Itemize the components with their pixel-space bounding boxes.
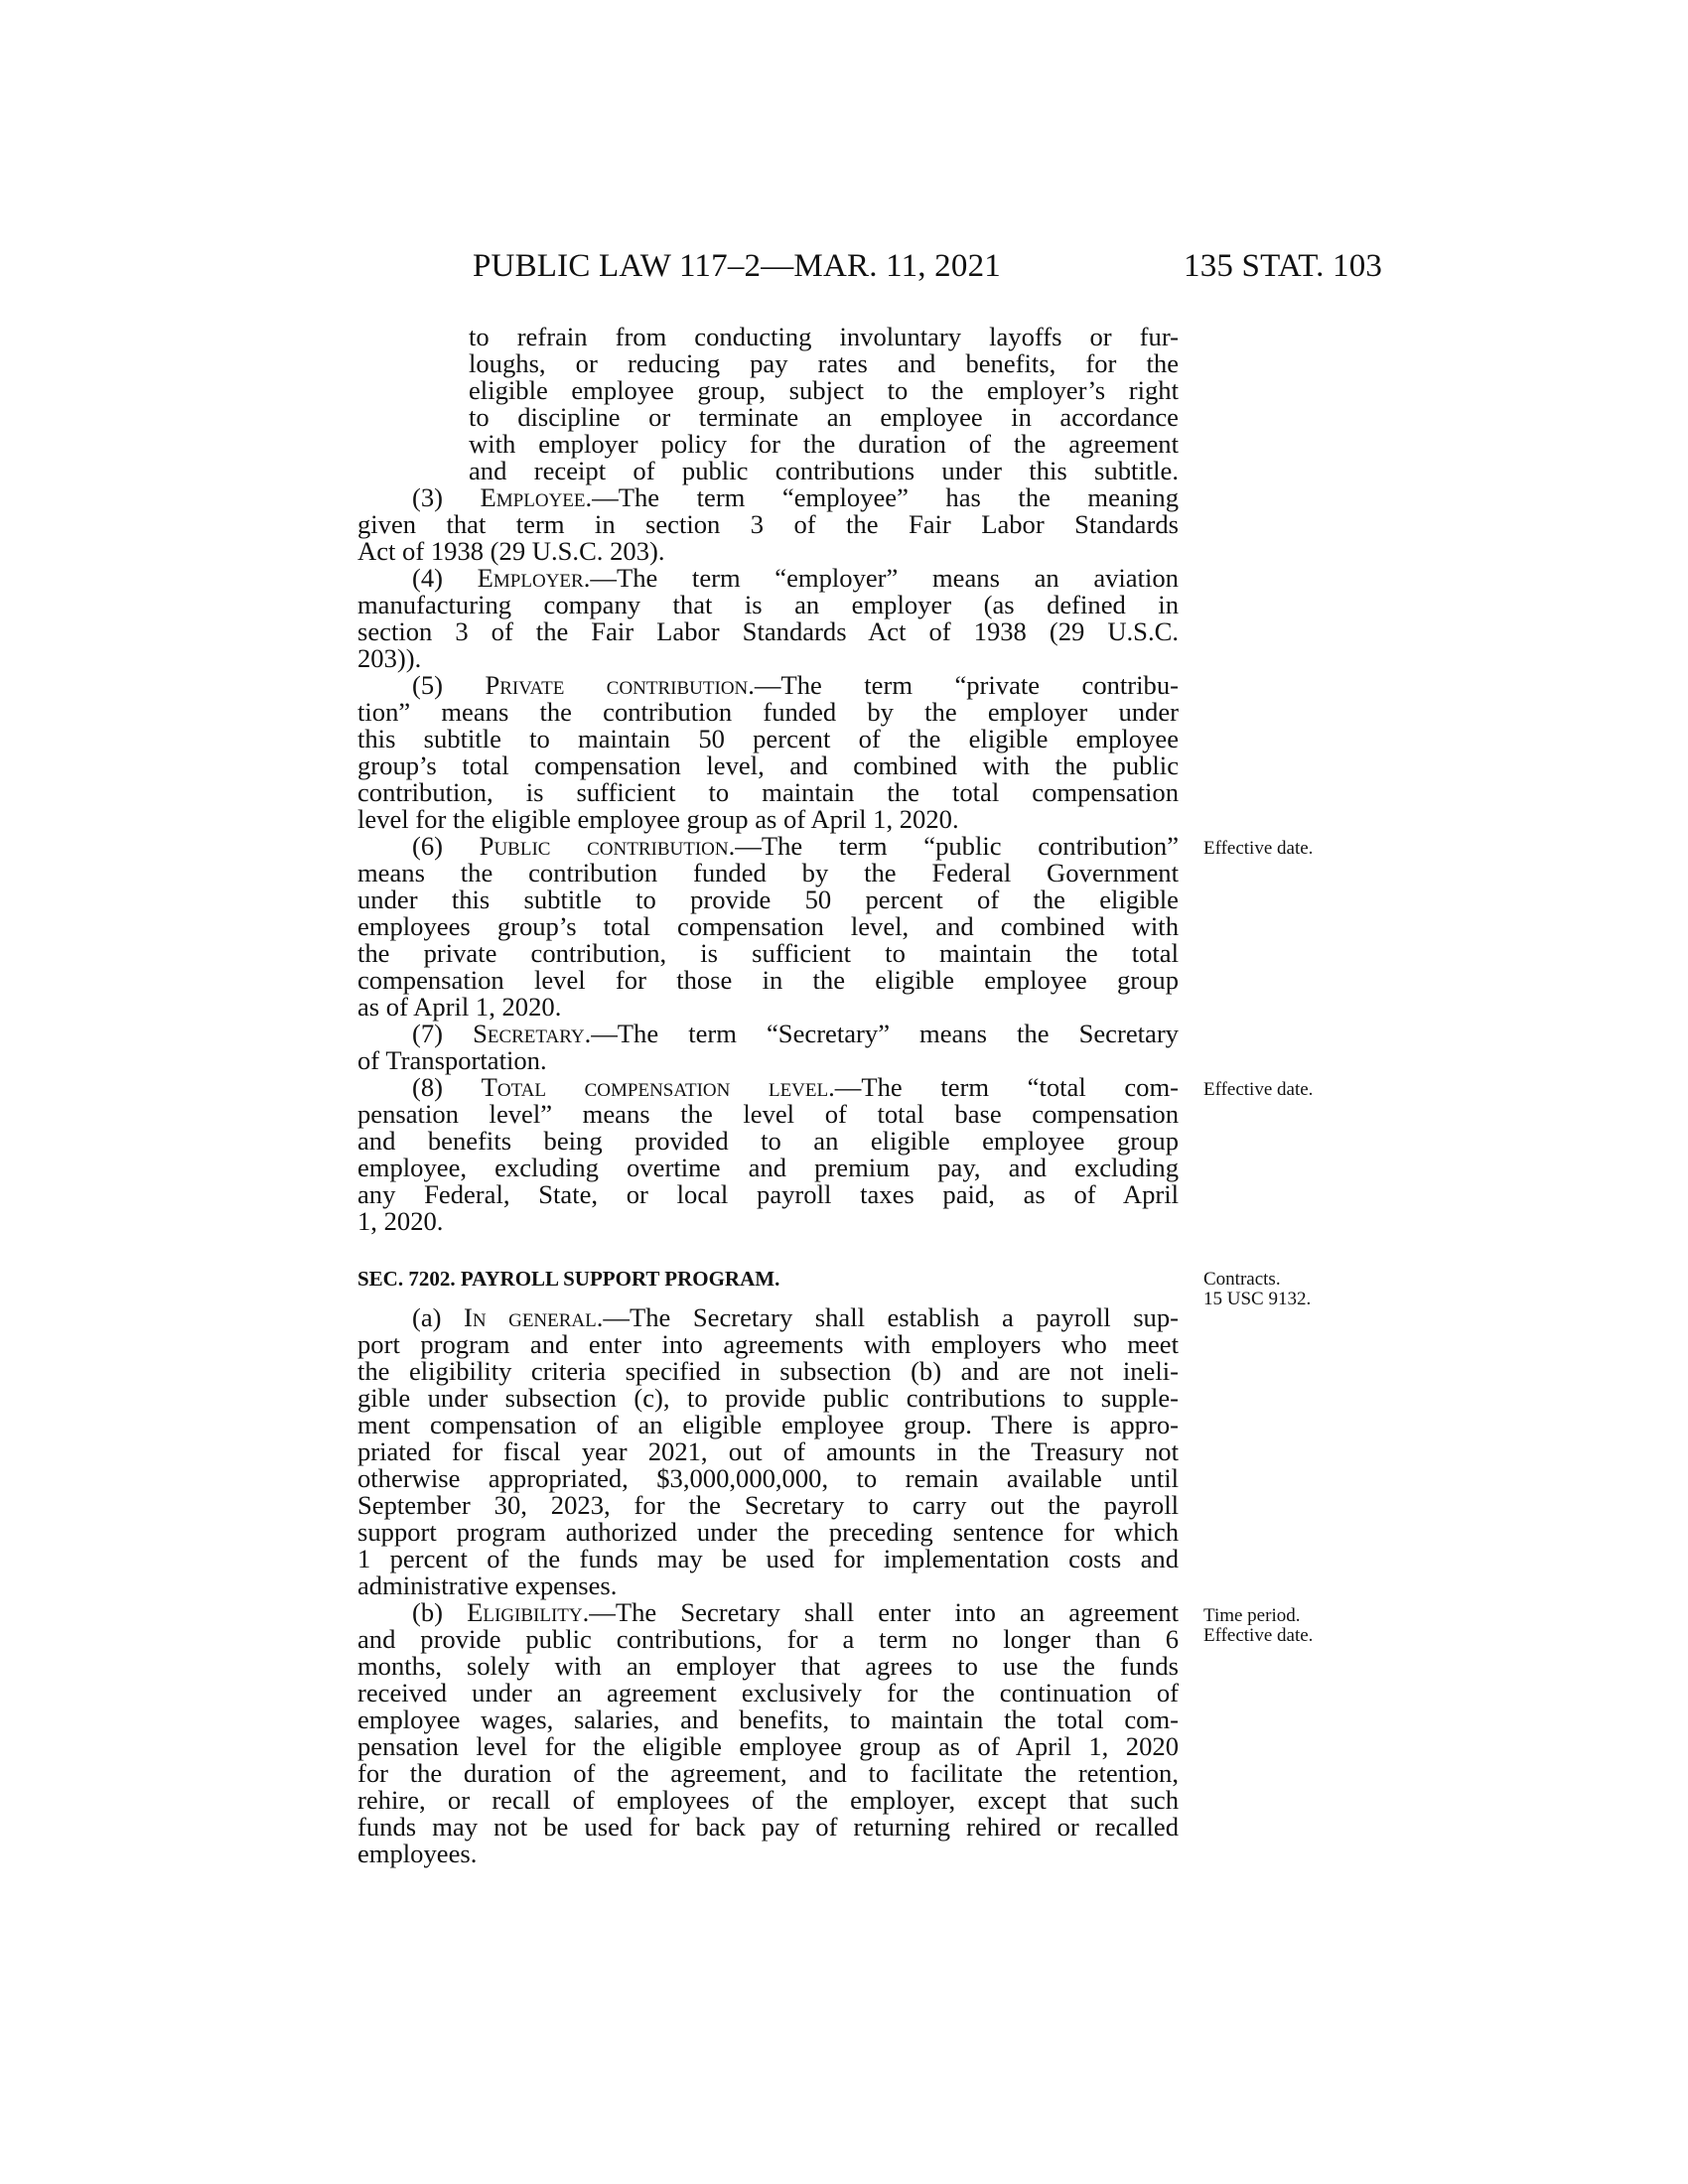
section-heading: SEC. 7202. PAYROLL SUPPORT PROGRAM. xyxy=(357,1267,780,1291)
text-line: priated for fiscal year 2021, out of amounts in the Treasury not xyxy=(357,1436,1179,1466)
text-line: any Federal, State, or local payroll taxes paid, as of April xyxy=(357,1179,1179,1209)
text-line: and benefits being provided to an eligible employee group xyxy=(357,1126,1179,1156)
defined-term: Employee xyxy=(480,482,586,512)
subsection-eligibility: (b) Eligibility.—The Secretary shall enter into an agreement xyxy=(412,1597,1179,1627)
definition-secretary: (7) Secretary.—The term “Secretary” means the Secretary xyxy=(412,1019,1179,1048)
subsection-in-general: (a) In general.—The Secretary shall establish a payroll sup- xyxy=(412,1302,1179,1332)
text-line: and receipt of public contributions under this subtitle. xyxy=(469,456,1179,485)
defined-term: Employer xyxy=(477,563,584,593)
text-line: port program and enter into agreements with employers who meet xyxy=(357,1329,1179,1359)
text-line: level for the eligible employee group as of April 1, 2020. xyxy=(357,804,959,834)
subsection-title: Eligibility xyxy=(467,1597,583,1627)
text-line: September 30, 2023, for the Secretary to carry out the payroll xyxy=(357,1490,1179,1520)
text-line: the private contribution, is sufficient to maintain the total xyxy=(357,938,1179,968)
text-line: 1, 2020. xyxy=(357,1206,444,1236)
text-line: employees group’s total compensation level, and combined with xyxy=(357,911,1179,941)
statute-page-number: 135 STAT. 103 xyxy=(1184,248,1383,284)
text-line: employee wages, salaries, and benefits, to maintain the total com- xyxy=(357,1705,1179,1734)
text-line: 203)). xyxy=(357,643,422,673)
margin-note-time-period: Time period. xyxy=(1203,1605,1301,1626)
text-line: pensation level” means the level of total base compensation xyxy=(357,1099,1179,1129)
defined-term: Private contribution xyxy=(485,670,749,700)
text-line: given that term in section 3 of the Fair Labor Standards xyxy=(357,509,1179,539)
text-line: contribution, is sufficient to maintain the total compensation xyxy=(357,777,1179,807)
text-line: received under an agreement exclusively for the continuation of xyxy=(357,1678,1179,1707)
definition-employer: (4) Employer.—The term “employer” means an aviation xyxy=(412,563,1179,593)
text-line: eligible employee group, subject to the employer’s right xyxy=(469,375,1179,405)
subsection-title: In general xyxy=(464,1302,597,1332)
margin-note-contracts: Contracts. xyxy=(1203,1269,1281,1290)
text-line: funds may not be used for back pay of returning rehired or recalled xyxy=(357,1812,1179,1842)
text-line: rehire, or recall of employees of the employer, except that such xyxy=(357,1785,1179,1815)
text-line: support program authorized under the preceding sentence for which xyxy=(357,1517,1179,1547)
text-line: ment compensation of an eligible employee group. There is appro- xyxy=(357,1410,1179,1439)
margin-note-effective-date: Effective date. xyxy=(1203,1079,1314,1100)
text-line: tion” means the contribution funded by the employer under xyxy=(357,697,1179,727)
public-law-citation: PUBLIC LAW 117–2—MAR. 11, 2021 xyxy=(473,248,1001,284)
text-line: section 3 of the Fair Labor Standards Act of 1938 (29 U.S.C. xyxy=(357,616,1179,646)
text-line: gible under subsection (c), to provide public contributions to supple- xyxy=(357,1383,1179,1413)
text-line: compensation level for those in the eligible employee group xyxy=(357,965,1179,995)
text-line: and provide public contributions, for a term no longer than 6 xyxy=(357,1624,1179,1654)
text-line: to discipline or terminate an employee in accordance xyxy=(469,402,1179,432)
text-line: under this subtitle to provide 50 percent of the eligible xyxy=(357,885,1179,914)
margin-note-usc-citation: 15 USC 9132. xyxy=(1203,1289,1312,1309)
text-line: otherwise appropriated, $3,000,000,000, to remain available until xyxy=(357,1463,1179,1493)
text-line: employees. xyxy=(357,1839,478,1868)
text-line: with employer policy for the duration of the agreement xyxy=(469,429,1179,459)
definition-total-compensation-level: (8) Total compensation level.—The term “total com- xyxy=(412,1072,1179,1102)
text-line: the eligibility criteria specified in subsection (b) and are not ineli- xyxy=(357,1356,1179,1386)
text-line: group’s total compensation level, and combined with the public xyxy=(357,751,1179,780)
defined-term: Secretary xyxy=(473,1019,585,1048)
text-line: as of April 1, 2020. xyxy=(357,992,562,1022)
text-line: months, solely with an employer that agrees to use the funds xyxy=(357,1651,1179,1681)
text-line: employee, excluding overtime and premium pay, and excluding xyxy=(357,1153,1179,1182)
definition-employee: (3) Employee.—The term “employee” has the meaning xyxy=(412,482,1179,512)
text-line: of Transportation. xyxy=(357,1045,547,1075)
text-line: 1 percent of the funds may be used for implementation costs and xyxy=(357,1544,1179,1573)
text-line: to refrain from conducting involuntary layoffs or fur- xyxy=(469,322,1179,351)
definition-private-contribution: (5) Private contribution.—The term “private contribu- xyxy=(412,670,1179,700)
defined-term: Public contribution xyxy=(479,831,729,861)
text-line: administrative expenses. xyxy=(357,1570,618,1600)
text-line: Act of 1938 (29 U.S.C. 203). xyxy=(357,536,665,566)
text-line: means the contribution funded by the Federal Government xyxy=(357,858,1179,887)
text-line: for the duration of the agreement, and to facilitate the retention, xyxy=(357,1758,1179,1788)
margin-note-effective-date: Effective date. xyxy=(1203,1625,1314,1646)
definition-public-contribution: (6) Public contribution.—The term “public contribution” xyxy=(412,831,1179,861)
margin-note-effective-date: Effective date. xyxy=(1203,838,1314,859)
text-line: pensation level for the eligible employee group as of April 1, 2020 xyxy=(357,1731,1179,1761)
defined-term: Total compensation level xyxy=(481,1072,829,1102)
text-line: loughs, or reducing pay rates and benefits, for the xyxy=(469,348,1179,378)
text-line: manufacturing company that is an employer (as defined in xyxy=(357,590,1179,619)
text-line: this subtitle to maintain 50 percent of the eligible employee xyxy=(357,724,1179,753)
